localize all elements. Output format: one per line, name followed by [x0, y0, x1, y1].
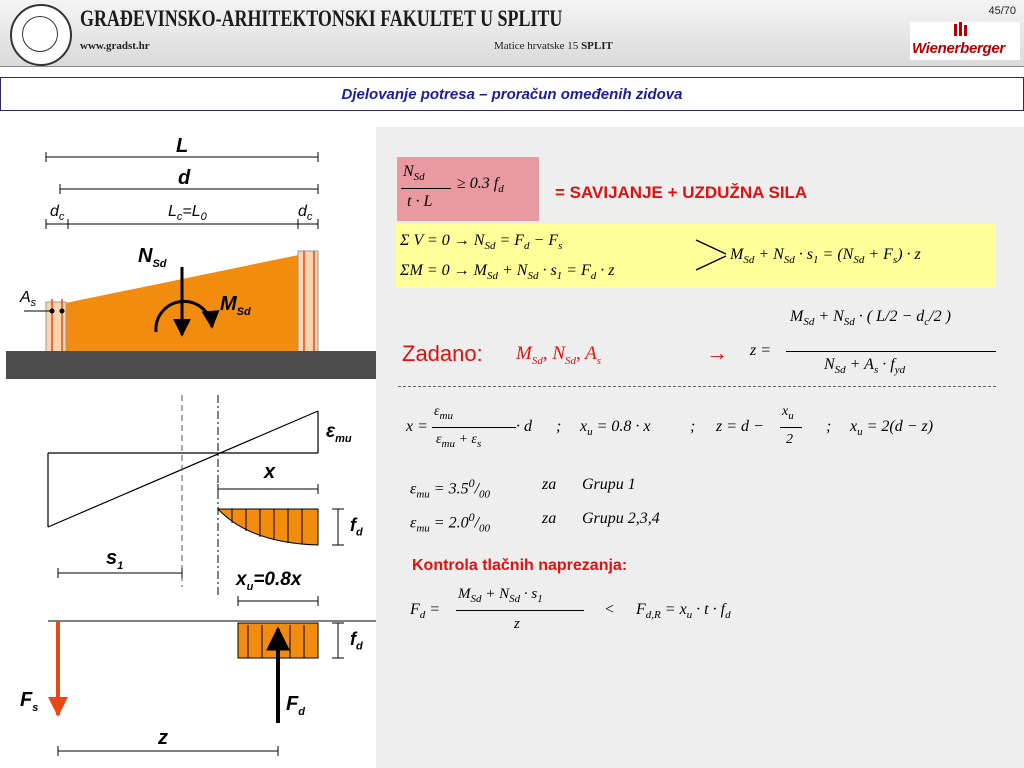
university-seal-icon: [10, 4, 72, 66]
page-number: 45/70: [988, 5, 1016, 17]
label-z: z: [158, 727, 168, 749]
slide-header: [0, 0, 1024, 67]
label-L: L: [176, 135, 189, 157]
equilibrium-box: [396, 224, 996, 288]
zadano-vars: $M_{Sd}$, $N_{Sd}$, $A_s$: [516, 343, 602, 367]
label-d: d: [178, 167, 191, 189]
university-website: www.gradst.hr: [80, 40, 150, 52]
slide-title-bar: [0, 77, 1024, 111]
label-Lc: $L_c=L_0$: [168, 203, 207, 224]
label-s1: $s_1$: [106, 547, 124, 572]
zadano-label: Zadano:: [402, 341, 483, 366]
label-msd: $M_{Sd}$: [220, 293, 251, 318]
zadano-arrow: →: [706, 340, 728, 365]
x-eq: x =: [406, 418, 428, 435]
label-As: $A_s$: [20, 289, 37, 310]
fd-eq-numerator: $M_{Sd} + N_{Sd} \cdot s_1$: [458, 586, 543, 605]
z-simple-eq: z = d −: [716, 418, 764, 435]
label-dc-right: $d_c$: [298, 203, 313, 224]
label-emu: $\varepsilon_{mu}$: [326, 421, 352, 445]
z-eq-numerator: $M_{Sd} + N_{Sd}$ · ( $L/2 - d_c/2$ ): [790, 308, 951, 329]
fd-eq-lhs: $F_d$ =: [410, 601, 441, 622]
xu-eq: $x_u = 0.8 \cdot x$: [580, 418, 651, 439]
fd-fraction-bar: [456, 610, 584, 611]
wall-diagram: [0, 127, 376, 768]
label-nsd: $N_{Sd}$: [138, 245, 167, 270]
eq-sum-m: $\Sigma M = 0 \to M_{Sd} + N_{Sd} \cdot s_1 = F_d \cdot z$: [400, 262, 615, 283]
merge-arrows-icon: [692, 224, 732, 288]
kontrola-label: Kontrola tlačnih naprezanja:: [412, 557, 628, 574]
z-eq-fraction-bar: [786, 351, 996, 352]
label-Fs: $F_s$: [20, 689, 39, 714]
z-eq-denominator: $N_{Sd} + A_s \cdot f_{yd}$: [824, 356, 906, 377]
condition-box: $N_{Sd}$ t · L ≥ 0.3 $f_d$: [397, 157, 539, 221]
combined-equation: $M_{Sd} + N_{Sd} \cdot s_1 = (N_{Sd} + F_s) \cdot z$: [730, 246, 921, 267]
parabolic-stress-block: [218, 509, 318, 545]
z-eq-label: z =: [750, 342, 772, 359]
wienerberger-logo: [910, 22, 1020, 60]
slide-title: Djelovanje potresa – proračun omeđenih zidova: [341, 86, 683, 103]
label-Fd: $F_d$: [286, 693, 305, 718]
label-xu: $x_u=0.8x$: [236, 569, 302, 593]
ground-slab: [6, 351, 376, 379]
emu-group1: $\varepsilon_{mu} = 3.5^0/_{00}$: [410, 476, 491, 501]
wienerberger-wordmark: Wienerberger: [912, 40, 1005, 57]
label-dc-left: $d_c$: [50, 203, 65, 224]
university-name: GRAĐEVINSKO-ARHITEKTONSKI FAKULTET U SPLITU: [80, 6, 563, 31]
eq-sum-v: Σ $V = 0 \to N_{Sd} = F_d - F_s$: [400, 232, 563, 253]
label-fd-1: $f_d$: [350, 515, 363, 539]
university-address: Matice hrvatske 15 SPLIT: [494, 40, 613, 52]
right-tie-column: [298, 251, 318, 354]
fdr-eq: $F_{d,R} = x_u \cdot t \cdot f_d$: [636, 601, 731, 622]
label-x: x: [264, 461, 276, 483]
dashed-separator: [398, 386, 996, 387]
savijanje-label: = SAVIJANJE + UZDUŽNA SILA: [555, 183, 808, 202]
lt-sign: <: [604, 601, 615, 618]
label-fd-2: $f_d$: [350, 629, 363, 653]
emu-group234: $\varepsilon_{mu} = 2.0^0/_{00}$: [410, 510, 491, 535]
xu-from-z-eq: $x_u = 2(d - z)$: [850, 418, 934, 439]
